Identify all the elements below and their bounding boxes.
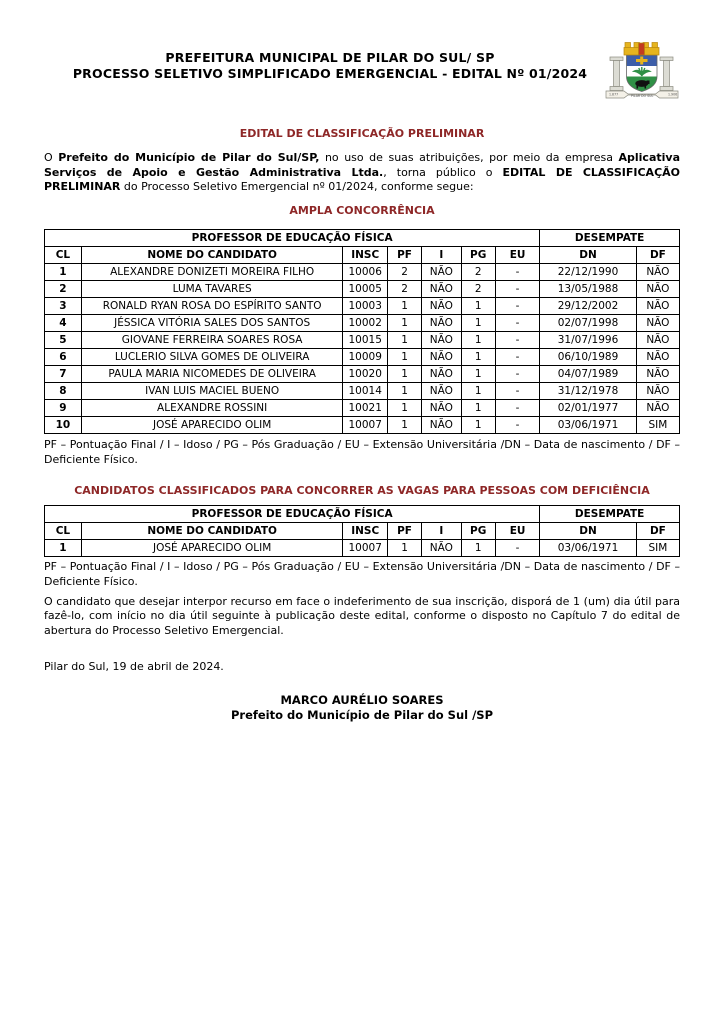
cell-df: NÃO: [636, 365, 679, 382]
col-header-pg: PG: [461, 522, 495, 539]
cell-nome: ALEXANDRE ROSSINI: [81, 399, 343, 416]
cell-i: NÃO: [422, 348, 461, 365]
coat-of-arms-icon: [598, 40, 686, 106]
cell-cl: 1: [45, 539, 82, 556]
cell-pg: 1: [461, 348, 495, 365]
title-line-1: PREFEITURA MUNICIPAL DE PILAR DO SUL/ SP: [165, 50, 495, 65]
cell-insc: 10021: [343, 399, 387, 416]
cell-pf: 1: [387, 399, 421, 416]
signature-block: [44, 693, 680, 723]
cell-pg: 1: [461, 539, 495, 556]
cell-dn: 31/12/1978: [540, 382, 637, 399]
cell-dn: 02/01/1977: [540, 399, 637, 416]
cell-cl: 4: [45, 314, 82, 331]
ampla-concorrencia-table: [44, 229, 680, 434]
cell-insc: 10007: [343, 416, 387, 433]
candidate-row: [45, 280, 680, 297]
text-run: do Processo Seletivo Emergencial nº 01/2024, conforme segue:: [120, 180, 474, 194]
cell-cl: 9: [45, 399, 82, 416]
table-header-row-columns: [45, 246, 680, 263]
cell-eu: -: [495, 297, 539, 314]
cell-cl: 7: [45, 365, 82, 382]
text-run: O: [44, 151, 59, 164]
cell-dn: 31/07/1996: [540, 331, 637, 348]
text-run: Prefeito do Município de Pilar do Sul/SP,: [58, 151, 320, 164]
col-header-cl: CL: [45, 246, 82, 263]
col-header-pf: PF: [387, 246, 421, 263]
cell-eu: -: [495, 382, 539, 399]
cell-pf: 1: [387, 539, 421, 556]
cell-nome: JOSÉ APARECIDO OLIM: [81, 539, 343, 556]
cell-insc: 10006: [343, 263, 387, 280]
signature-role: Prefeito do Município de Pilar do Sul /SP: [230, 707, 494, 722]
cell-df: NÃO: [636, 314, 679, 331]
cell-nome: PAULA MARIA NICOMEDES DE OLIVEIRA: [81, 365, 343, 382]
cell-insc: 10002: [343, 314, 387, 331]
cell-eu: -: [495, 280, 539, 297]
text-run: Aplicativa Serviços de Apoio e Gestão Administrativa Ltda.: [44, 151, 680, 179]
title-line-2: PROCESSO SELETIVO SIMPLIFICADO EMERGENCIAL - EDITAL Nº 01/2024: [72, 66, 588, 81]
cell-pf: 2: [387, 263, 421, 280]
col-header-nome: NOME DO CANDIDATO: [81, 522, 343, 539]
cell-pg: 2: [461, 263, 495, 280]
legend-footnote-2: PF – Pontuação Final / I – Idoso / PG – Pós Graduação / EU – Extensão Universitária /DN – Data de nascimento / DF – Deficiente Físico.: [44, 559, 680, 588]
cell-nome: ALEXANDRE DONIZETI MOREIRA FILHO: [81, 263, 343, 280]
cell-pg: 1: [461, 382, 495, 399]
cell-i: NÃO: [422, 382, 461, 399]
cell-df: NÃO: [636, 399, 679, 416]
cell-pf: 1: [387, 382, 421, 399]
cell-i: NÃO: [422, 314, 461, 331]
cell-i: NÃO: [422, 416, 461, 433]
cell-insc: 10009: [343, 348, 387, 365]
candidate-row: [45, 382, 680, 399]
cell-pf: 2: [387, 280, 421, 297]
cell-eu: -: [495, 399, 539, 416]
cell-eu: -: [495, 365, 539, 382]
cell-cl: 2: [45, 280, 82, 297]
cell-i: NÃO: [422, 297, 461, 314]
col-header-eu: EU: [495, 246, 539, 263]
coat-of-arms-logo: [598, 40, 686, 106]
edital-heading: EDITAL DE CLASSIFICAÇÃO PRELIMINAR: [239, 127, 485, 140]
cell-pg: 1: [461, 297, 495, 314]
cell-df: NÃO: [636, 263, 679, 280]
logo-ribbon-right-date: 1.906: [668, 92, 678, 97]
cell-df: SIM: [636, 539, 679, 556]
cell-nome: GIOVANE FERREIRA SOARES ROSA: [81, 331, 343, 348]
col-header-df: DF: [636, 522, 679, 539]
cell-df: NÃO: [636, 382, 679, 399]
cell-eu: -: [495, 539, 539, 556]
cell-cl: 10: [45, 416, 82, 433]
cell-pf: 1: [387, 416, 421, 433]
document-header: [44, 50, 680, 82]
cell-pg: 1: [461, 416, 495, 433]
cell-df: NÃO: [636, 297, 679, 314]
pcd-table: [44, 505, 680, 557]
table-header-row-columns: [45, 522, 680, 539]
signature-name: MARCO AURÉLIO SOARES: [280, 692, 444, 707]
cell-df: SIM: [636, 416, 679, 433]
cell-pf: 1: [387, 365, 421, 382]
cell-eu: -: [495, 263, 539, 280]
candidate-row: [45, 263, 680, 280]
table-desempate-header: DESEMPATE: [540, 505, 680, 522]
candidate-row: [45, 539, 680, 556]
col-header-i: I: [422, 246, 461, 263]
candidate-row: [45, 365, 680, 382]
col-header-pg: PG: [461, 246, 495, 263]
cell-eu: -: [495, 416, 539, 433]
cell-insc: 10015: [343, 331, 387, 348]
cell-dn: 29/12/2002: [540, 297, 637, 314]
cell-insc: 10003: [343, 297, 387, 314]
candidate-row: [45, 331, 680, 348]
col-header-dn: DN: [540, 522, 637, 539]
candidate-row: [45, 416, 680, 433]
cell-pf: 1: [387, 348, 421, 365]
cell-eu: -: [495, 348, 539, 365]
cell-nome: LUMA TAVARES: [81, 280, 343, 297]
cell-i: NÃO: [422, 365, 461, 382]
cell-eu: -: [495, 314, 539, 331]
col-header-df: DF: [636, 246, 679, 263]
logo-ribbon-title: PILAR DO SUL: [631, 94, 654, 99]
cell-pf: 1: [387, 314, 421, 331]
cell-df: NÃO: [636, 348, 679, 365]
cell-df: NÃO: [636, 331, 679, 348]
cell-pg: 1: [461, 365, 495, 382]
table-group-header: PROFESSOR DE EDUCAÇÃO FÍSICA: [45, 505, 540, 522]
logo-ribbon-left-date: 1.877: [609, 92, 619, 97]
cell-cl: 1: [45, 263, 82, 280]
cell-insc: 10020: [343, 365, 387, 382]
ampla-concorrencia-heading: AMPLA CONCORRÊNCIA: [289, 203, 435, 217]
text-run: , torna público o: [383, 165, 503, 179]
cell-dn: 03/06/1971: [540, 539, 637, 556]
cell-cl: 5: [45, 331, 82, 348]
table-group-header: PROFESSOR DE EDUCAÇÃO FÍSICA: [45, 229, 540, 246]
cell-pg: 1: [461, 331, 495, 348]
cell-i: NÃO: [422, 399, 461, 416]
cell-df: NÃO: [636, 280, 679, 297]
cell-cl: 8: [45, 382, 82, 399]
cell-dn: 22/12/1990: [540, 263, 637, 280]
candidate-row: [45, 399, 680, 416]
candidate-row: [45, 297, 680, 314]
cell-pg: 2: [461, 280, 495, 297]
cell-pg: 1: [461, 399, 495, 416]
cell-cl: 6: [45, 348, 82, 365]
legend-footnote-1: PF – Pontuação Final / I – Idoso / PG – Pós Graduação / EU – Extensão Universitária /DN – Data de nascimento / DF – Deficiente Físico.: [44, 437, 680, 466]
cell-insc: 10005: [343, 280, 387, 297]
cell-i: NÃO: [422, 539, 461, 556]
cell-nome: LUCLERIO SILVA GOMES DE OLIVEIRA: [81, 348, 343, 365]
text-run: EDITAL DE CLASSIFICAÇÃO PRELIMINAR: [44, 165, 681, 194]
text-run: no uso de suas atribuições, por meio da empresa: [319, 151, 619, 164]
intro-paragraph: [44, 151, 680, 195]
candidate-row: [45, 348, 680, 365]
cell-i: NÃO: [422, 331, 461, 348]
table-header-row-group: [45, 505, 680, 522]
cell-pf: 1: [387, 331, 421, 348]
col-header-eu: EU: [495, 522, 539, 539]
cell-nome: JOSÉ APARECIDO OLIM: [81, 416, 343, 433]
cell-pg: 1: [461, 314, 495, 331]
col-header-insc: INSC: [343, 246, 387, 263]
cell-dn: 04/07/1989: [540, 365, 637, 382]
table-header-row-group: [45, 229, 680, 246]
col-header-cl: CL: [45, 522, 82, 539]
cell-cl: 3: [45, 297, 82, 314]
candidate-row: [45, 314, 680, 331]
date-line: Pilar do Sul, 19 de abril de 2024.: [44, 659, 224, 673]
col-header-dn: DN: [540, 246, 637, 263]
cell-dn: 06/10/1989: [540, 348, 637, 365]
cell-insc: 10014: [343, 382, 387, 399]
cell-i: NÃO: [422, 263, 461, 280]
col-header-i: I: [422, 522, 461, 539]
col-header-pf: PF: [387, 522, 421, 539]
cell-dn: 03/06/1971: [540, 416, 637, 433]
cell-insc: 10007: [343, 539, 387, 556]
recurso-paragraph: O candidato que desejar interpor recurso em face o indeferimento de sua inscrição, disporá de 1 (um) dia útil para fazê-lo, com início no dia útil seguinte à publicação deste edital, conforme o disposto no Capítulo 7 do edital de abertura do Processo Seletivo Emergencial.: [44, 594, 680, 637]
cell-nome: IVAN LUIS MACIEL BUENO: [81, 382, 343, 399]
cell-pf: 1: [387, 297, 421, 314]
cell-i: NÃO: [422, 280, 461, 297]
cell-eu: -: [495, 331, 539, 348]
cell-dn: 13/05/1988: [540, 280, 637, 297]
pcd-heading: CANDIDATOS CLASSIFICADOS PARA CONCORRER AS VAGAS PARA PESSOAS COM DEFICIÊNCIA: [74, 483, 650, 497]
cell-dn: 02/07/1998: [540, 314, 637, 331]
cell-nome: RONALD RYAN ROSA DO ESPÍRITO SANTO: [81, 297, 343, 314]
table-desempate-header: DESEMPATE: [540, 229, 680, 246]
col-header-nome: NOME DO CANDIDATO: [81, 246, 343, 263]
cell-nome: JÉSSICA VITÓRIA SALES DOS SANTOS: [81, 314, 343, 331]
col-header-insc: INSC: [343, 522, 387, 539]
